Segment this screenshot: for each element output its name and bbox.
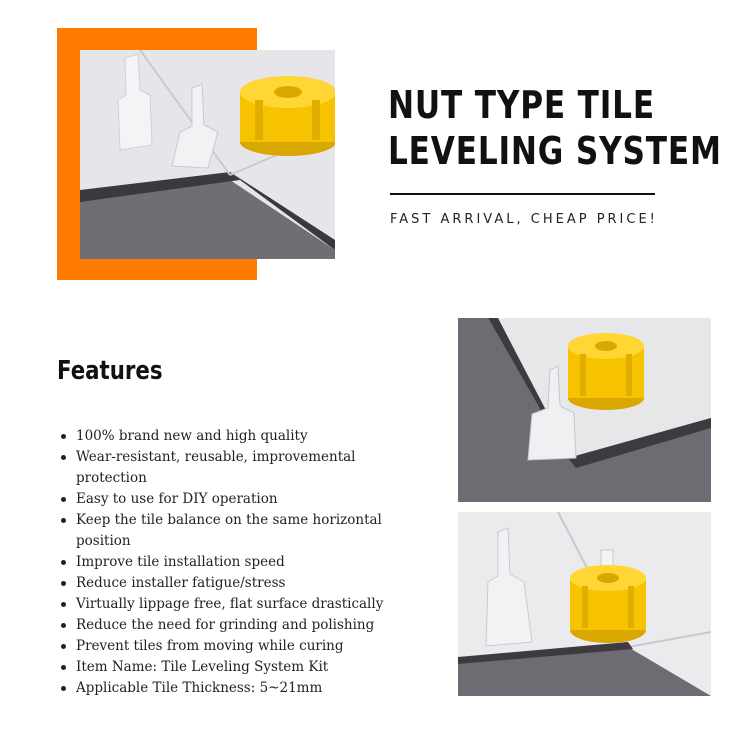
list-item: Improve tile installation speed bbox=[57, 552, 417, 573]
tagline: FAST ARRIVAL, CHEAP PRICE! bbox=[390, 212, 658, 227]
title-line-1: NUT TYPE TILE bbox=[388, 83, 655, 127]
list-item: Easy to use for DIY operation bbox=[57, 489, 417, 510]
list-item: Applicable Tile Thickness: 5~21mm bbox=[57, 678, 417, 699]
list-item: Reduce installer fatigue/stress bbox=[57, 573, 417, 594]
list-item: Virtually lippage free, flat surface drastically bbox=[57, 594, 417, 615]
list-item: Keep the tile balance on the same horizontal position bbox=[57, 510, 417, 552]
features-heading: Features bbox=[57, 356, 163, 386]
list-item: Reduce the need for grinding and polishing bbox=[57, 615, 417, 636]
product-photo-installed bbox=[458, 512, 711, 696]
list-item: Wear-resistant, reusable, improvemental protection bbox=[57, 447, 417, 489]
product-photo-closeup bbox=[458, 318, 711, 502]
title-line-2: LEVELING SYSTEM bbox=[388, 129, 722, 173]
page-title bbox=[388, 82, 722, 174]
title-divider bbox=[390, 193, 655, 195]
list-item: Item Name: Tile Leveling System Kit bbox=[57, 657, 417, 678]
features-list bbox=[57, 426, 417, 699]
product-photo-main bbox=[80, 50, 335, 259]
list-item: Prevent tiles from moving while curing bbox=[57, 636, 417, 657]
list-item: 100% brand new and high quality bbox=[57, 426, 417, 447]
